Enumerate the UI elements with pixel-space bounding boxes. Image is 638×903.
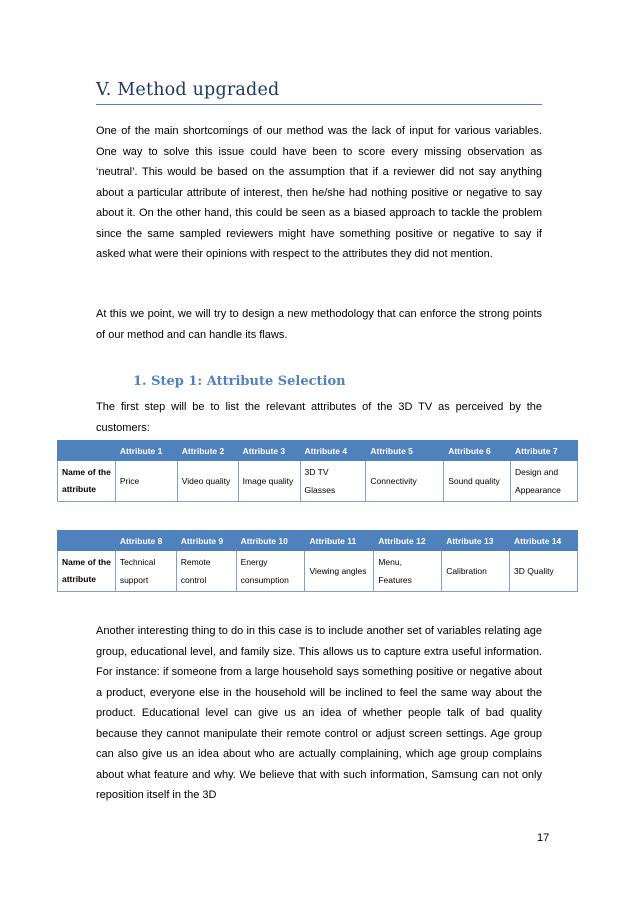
attribute-table-2: [57, 530, 578, 592]
table-cell: 3D TV Glasses: [300, 461, 366, 502]
paragraph-extra-variables: Another interesting thing to do in this case is to include another set of variables relating age group, educational level, and family size. This allows us to capture extra useful information. For instance: if someone from a large household says something positive or negative about a product, everyone else in the household will be inclined to feel the same way about the product. Educational level can give us an idea of whether people talk of bad quality because they cannot manipulate their remote control or adjust screen settings. Age group can also give us an idea about who are actually complaining, which age group complains about what feature and why. We believe that with such information, Samsung can not only reposition itself in the 3D: [96, 625, 542, 801]
attribute-table-1: [57, 440, 578, 502]
table-cell: Video quality: [177, 461, 238, 502]
table-cell: Price: [115, 461, 177, 502]
section-heading: V. Method upgraded: [96, 80, 280, 100]
table-cell: Image quality: [238, 461, 300, 502]
subheading-step-1: 1. Step 1: Attribute Selection: [133, 374, 346, 389]
table-row-label: Name of the attribute: [58, 461, 116, 502]
table-header-cell: Attribute 6: [444, 441, 511, 461]
table-cell: Calibration: [442, 551, 510, 592]
table-corner-cell: [58, 441, 116, 461]
table-cell: Technical support: [115, 551, 176, 592]
table-row: [58, 551, 578, 592]
table-header-cell: Attribute 1: [115, 441, 177, 461]
table-cell: Remote control: [176, 551, 236, 592]
table-header-cell: Attribute 9: [176, 531, 236, 551]
table-cell: Sound quality: [444, 461, 511, 502]
table-header-row: [58, 441, 578, 461]
table-cell: Menu, Features: [374, 551, 442, 592]
table-header-cell: Attribute 12: [374, 531, 442, 551]
table-row-label: Name of the attribute: [58, 551, 116, 592]
paragraph-first-step: The first step will be to list the relevant attributes of the 3D TV as perceived by the customers:: [96, 401, 542, 434]
table-cell: Design and Appearance: [511, 461, 578, 502]
table-cell: 3D Quality: [510, 551, 578, 592]
paragraph-new-methodology: At this we point, we will try to design a new methodology that can enforce the strong points of our method and can handle its flaws.: [96, 308, 542, 341]
table-header-cell: Attribute 13: [442, 531, 510, 551]
table-cell: Viewing angles: [305, 551, 374, 592]
table-cell: Energy consumption: [236, 551, 305, 592]
table-header-row: [58, 531, 578, 551]
table-header-cell: Attribute 4: [300, 441, 366, 461]
table-corner-cell: [58, 531, 116, 551]
table-header-cell: Attribute 10: [236, 531, 305, 551]
table-cell: Connectivity: [366, 461, 444, 502]
page-number: 17: [537, 832, 550, 844]
table-row: [58, 461, 578, 502]
paragraph-shortcomings: One of the main shortcomings of our method was the lack of input for various variables. One way to solve this issue could have been to score every missing observation as ‘neutral’. This would be based on the assumption that if a reviewer did not say anything about a particular attribute of interest, then he/she had nothing positive or negative to say about it. On the other hand, this could be seen as a biased approach to tackle the problem since the same sampled reviewers might have something positive or negative to say if asked what were their opinions with respect to the attributes they did not mention.: [96, 125, 542, 260]
table-header-cell: Attribute 8: [115, 531, 176, 551]
table-header-cell: Attribute 7: [511, 441, 578, 461]
table-header-cell: Attribute 11: [305, 531, 374, 551]
table-header-cell: Attribute 2: [177, 441, 238, 461]
heading-underline: [96, 104, 542, 105]
table-header-cell: Attribute 14: [510, 531, 578, 551]
table-header-cell: Attribute 3: [238, 441, 300, 461]
table-header-cell: Attribute 5: [366, 441, 444, 461]
